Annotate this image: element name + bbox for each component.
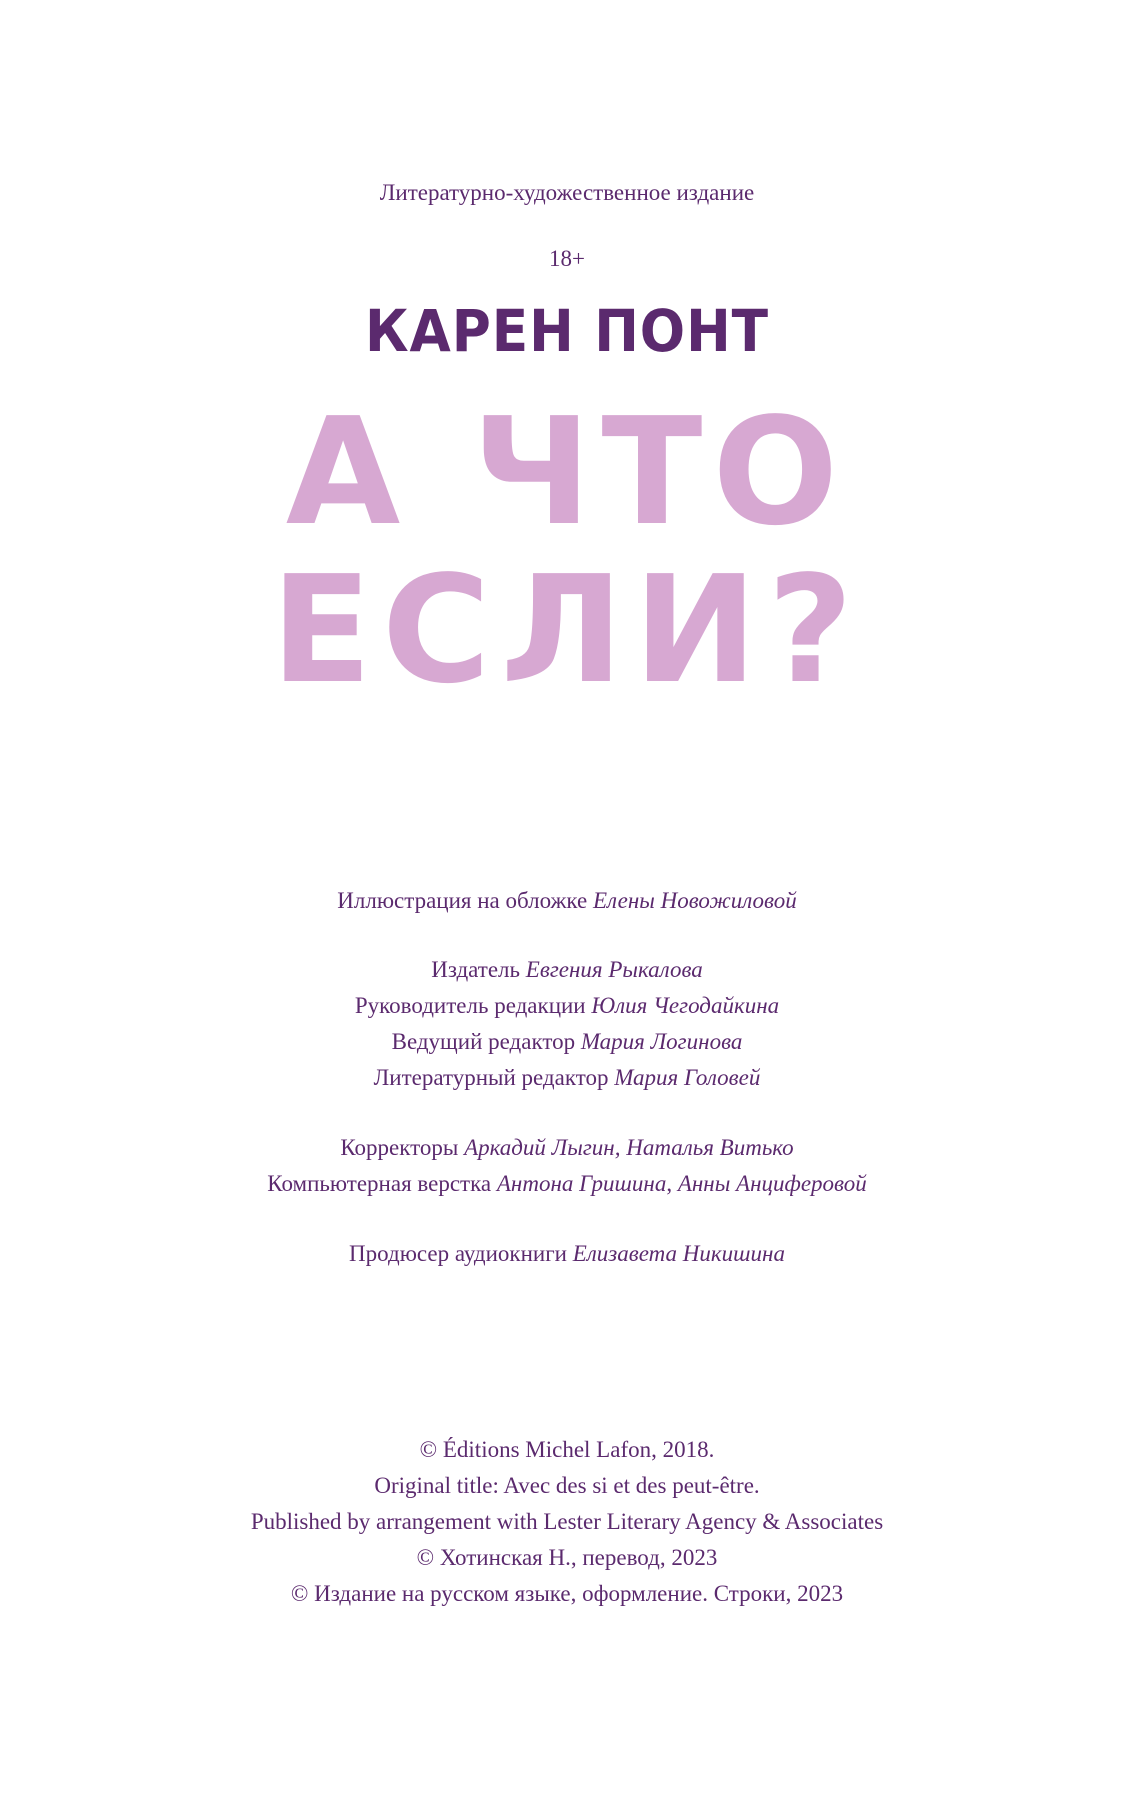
credit-layout xyxy=(0,1166,1134,1202)
credit-proofreaders xyxy=(0,1130,1134,1166)
copyright-line-4: © Хотинская Н., перевод, 2023 xyxy=(416,1545,718,1570)
credit-separator: , xyxy=(666,1171,673,1196)
book-title-line-1: А ЧТО xyxy=(285,386,849,558)
credit-role: Продюсер аудиокниги xyxy=(349,1241,567,1266)
genre-label: Литературно-художественное издание xyxy=(379,180,755,205)
credit-lead-editor xyxy=(0,1024,1134,1060)
credit-role: Литературный редактор xyxy=(373,1065,609,1090)
copyright-line-1: © Éditions Michel Lafon, 2018. xyxy=(419,1437,715,1462)
credit-role: Иллюстрация на обложке xyxy=(337,888,588,913)
credit-role: Корректоры xyxy=(340,1135,459,1160)
credit-name: Аркадий Лыгин, Наталья Витько xyxy=(464,1135,794,1160)
credit-name: Евгения Рыкалова xyxy=(525,957,703,982)
author-name: КАРЕН ПОНТ xyxy=(365,297,769,365)
credit-name: Мария Логинова xyxy=(580,1029,743,1054)
copyright-line-2: Original title: Avec des si et des peut-être. xyxy=(374,1473,760,1498)
age-rating: 18+ xyxy=(549,246,585,271)
credit-audiobook-producer xyxy=(0,1236,1134,1272)
credit-name: Юлия Чегодайкина xyxy=(591,993,780,1018)
credit-literary-editor xyxy=(0,1060,1134,1096)
credit-head-of-editorial xyxy=(0,988,1134,1024)
credit-role: Компьютерная верстка xyxy=(267,1171,492,1196)
credit-role: Издатель xyxy=(431,957,521,982)
credit-illustration xyxy=(0,883,1134,919)
credit-publisher xyxy=(0,952,1134,988)
book-title-line-2: ЕСЛИ? xyxy=(270,544,864,716)
credit-name: Елизавета Никишина xyxy=(572,1241,785,1266)
credit-name-2: Анны Анциферовой xyxy=(677,1171,867,1196)
credit-name-1: Антона Гришина xyxy=(496,1171,667,1196)
credit-role: Ведущий редактор xyxy=(391,1029,576,1054)
copyright-line-5: © Издание на русском языке, оформление. Строки, 2023 xyxy=(290,1581,844,1606)
credit-name: Мария Головей xyxy=(614,1065,761,1090)
copyright-line-3: Published by arrangement with Lester Literary Agency & Associates xyxy=(250,1509,884,1534)
credit-role: Руководитель редакции xyxy=(354,993,586,1018)
credit-name: Елены Новожиловой xyxy=(593,888,797,913)
